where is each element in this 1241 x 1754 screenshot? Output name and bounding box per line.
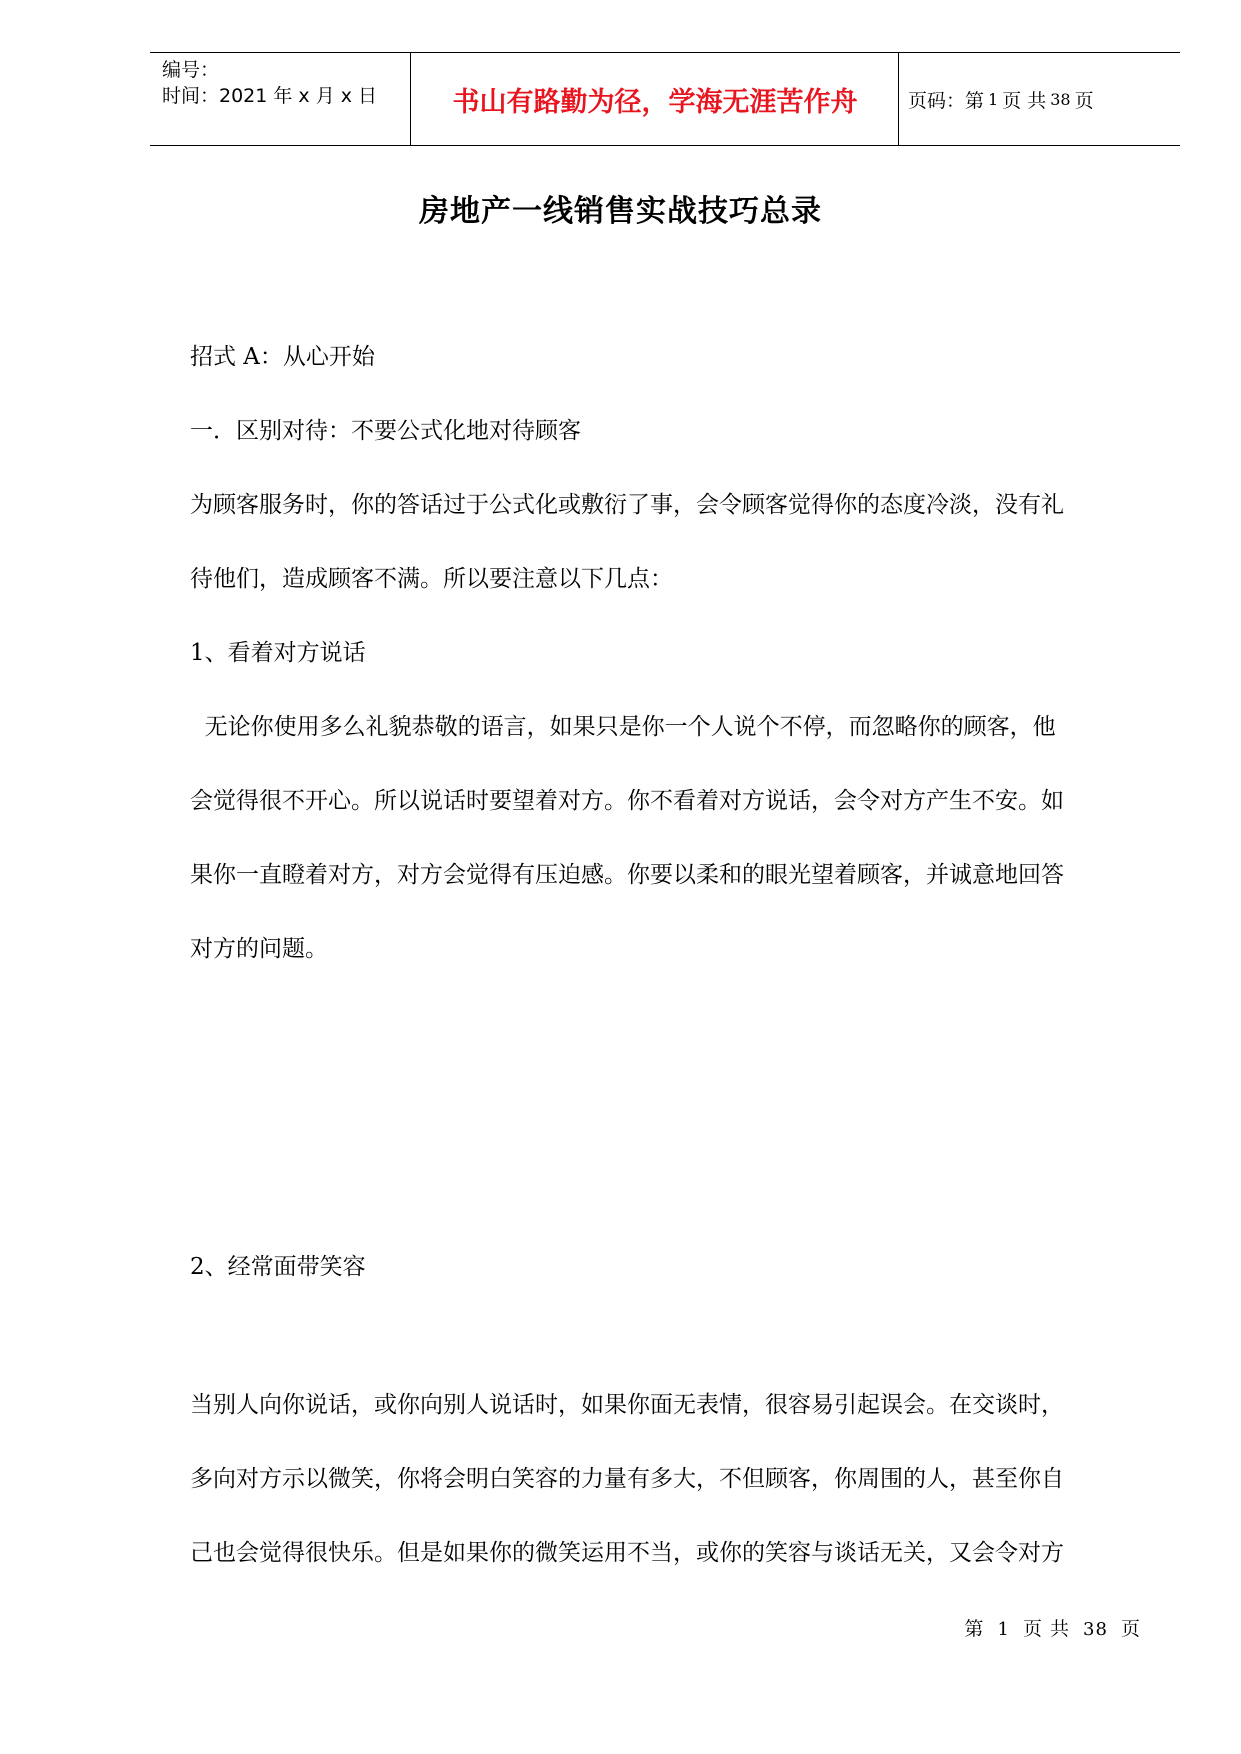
body-line: 对方的问题。	[190, 936, 328, 962]
point-heading: 1、看着对方说话	[190, 640, 366, 666]
footer-prefix: 第	[964, 1618, 985, 1640]
page-total: 38	[1050, 89, 1071, 109]
header-divider	[410, 53, 411, 145]
document-title: 房地产一线销售实战技巧总录	[419, 194, 822, 229]
footer-middle: 页 共	[1022, 1618, 1070, 1640]
page-footer	[964, 1614, 1141, 1641]
time-line: 时间：2021 年 x 月 x 日	[162, 85, 378, 107]
point-heading: 2、经常面带笑容	[190, 1254, 366, 1280]
number-label: 编号：	[162, 59, 220, 81]
body-line: 果你一直瞪着对方，对方会觉得有压迫感。你要以柔和的眼光望着顾客，并诚意地回答	[190, 862, 1064, 888]
body-line: 为顾客服务时，你的答话过于公式化或敷衍了事，会令顾客觉得你的态度冷淡，没有礼	[190, 492, 1064, 518]
page-middle: 页 共	[1002, 89, 1047, 112]
body-line: 会觉得很不开心。所以说话时要望着对方。你不看着对方说话，会令对方产生不安。如	[190, 788, 1064, 814]
footer-current: 1	[997, 1619, 1010, 1640]
page-current: 1	[988, 89, 999, 109]
page-suffix: 页	[1074, 89, 1094, 112]
footer-suffix: 页	[1120, 1618, 1141, 1640]
body-line: 当别人向你说话，或你向别人说话时，如果你面无表情，很容易引起误会。在交谈时，	[190, 1392, 1064, 1418]
document-header	[150, 52, 1180, 146]
header-divider	[898, 53, 899, 145]
header-page-number	[908, 53, 1094, 145]
section-heading: 招式 A：从心开始	[190, 344, 375, 370]
footer-total: 38	[1083, 1619, 1108, 1640]
subsection-heading: 一．区别对待：不要公式化地对待顾客	[190, 418, 581, 444]
header-meta	[162, 57, 377, 109]
body-line: 多向对方示以微笑，你将会明白笑容的力量有多大，不但顾客，你周围的人，甚至你自	[190, 1466, 1064, 1492]
page-prefix: 页码：第	[908, 89, 985, 112]
body-line: 己也会觉得很快乐。但是如果你的微笑运用不当，或你的笑容与谈话无关，又会令对方	[190, 1540, 1064, 1566]
body-line: 无论你使用多么礼貌恭敬的语言，如果只是你一个人说个不停，而忽略你的顾客，他	[190, 714, 1056, 740]
body-line: 待他们，造成顾客不满。所以要注意以下几点：	[190, 566, 673, 592]
header-motto: 书山有路勤为径，学海无涯苦作舟	[452, 86, 858, 118]
